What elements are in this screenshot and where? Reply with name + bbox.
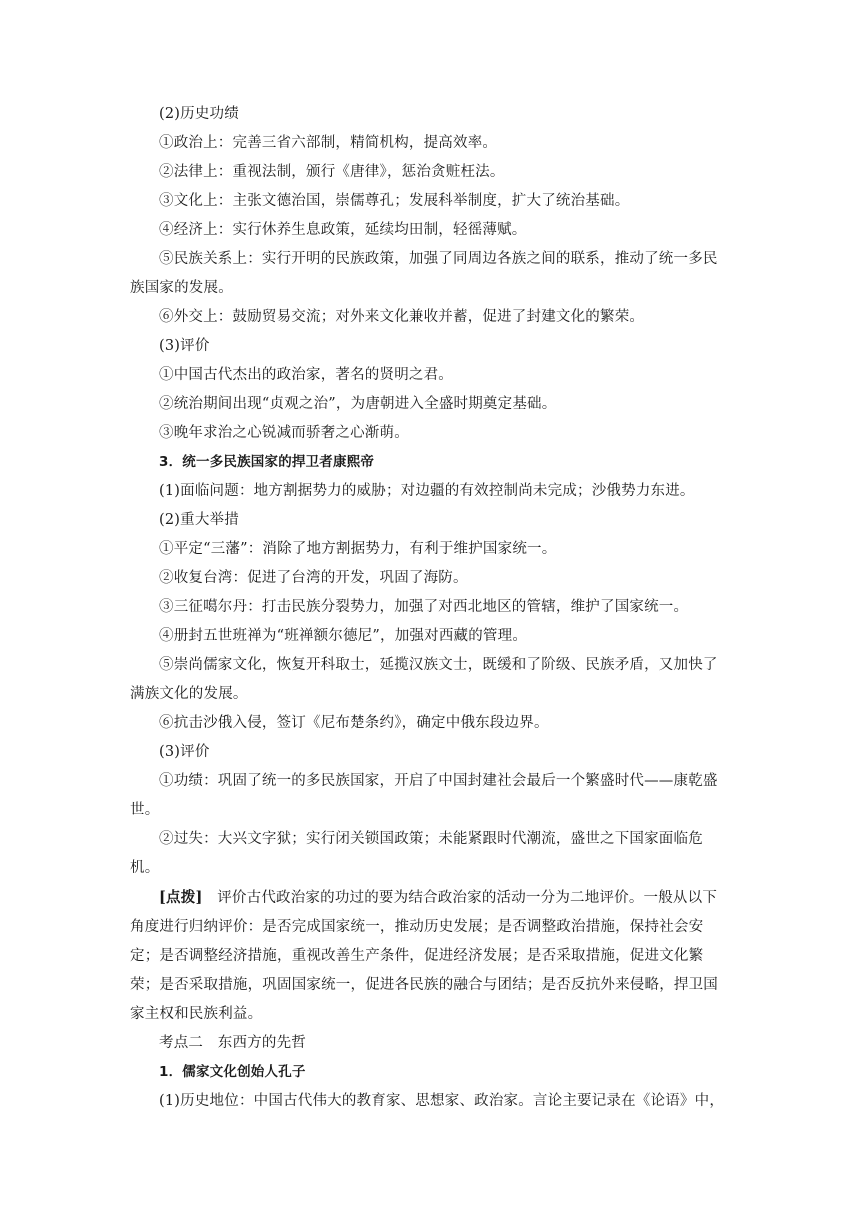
kangxi-problems: (1)面临问题：地方割据势力的威胁；对边疆的有效控制尚未完成；沙俄势力东进。 — [159, 483, 695, 499]
kangxi-measure-item: ①平定“三藩”：消除了地方割据势力，有利于维护国家统一。 — [159, 541, 557, 557]
kangxi-measure-item: ③三征噶尔丹：打击民族分裂势力，加强了对西北地区的管辖，维护了国家统一。 — [159, 599, 689, 615]
tip-text: 评价古代政治家的功过的要为结合政治家的活动一分为二地评价。一般从以下角度进行归纳评价：是否完成国家统一，推动历史发展；是否调整政治措施，保持社会安定；是否调整经济措施，重视改善生产条件，促进经济发展；是否采取措施，促进文化繁荣；是否采取措施，巩固国家统一，促进各民族的融合与团结；是否反抗外来侵略，捍卫国家主权和民族利益。 — [130, 890, 718, 1022]
evaluation-item: ②统治期间出现“贞观之治”，为唐朝进入全盛时期奠定基础。 — [159, 396, 557, 412]
kangxi-measure-item: ⑤崇尚儒家文化，恢复开科取士，延揽汉族文士，既缓和了阶级、民族矛盾，又加快了满族文化的发展。 — [130, 657, 718, 702]
evaluation-item: ③晚年求治之心锐减而骄奢之心渐萌。 — [159, 425, 409, 441]
kangxi-evaluation-item: ②过失：大兴文字狱；实行闭关锁国政策；未能紧跟时代潮流，盛世之下国家面临危机。 — [130, 831, 703, 876]
kangxi-title: 3．统一多民族国家的捍卫者康熙帝 — [159, 454, 375, 470]
kangxi-measures-heading: (2)重大举措 — [159, 512, 239, 528]
achievement-item: ⑥外交上：鼓励贸易交流；对外来文化兼收并蓄，促进了封建文化的繁荣。 — [159, 309, 645, 325]
point2-title: 考点二 东西方的先哲 — [159, 1035, 306, 1051]
achievement-item: ⑤民族关系上：实行开明的民族政策，加强了同周边各族之间的联系，推动了统一多民族国家的发展。 — [130, 251, 718, 296]
document-body — [130, 100, 730, 1116]
tip-paragraph — [130, 883, 730, 1029]
achievement-item: ③文化上：主张文德治国，崇儒尊孔；发展科举制度，扩大了统治基础。 — [159, 193, 630, 209]
kangxi-evaluation-heading: (3)评价 — [159, 744, 210, 760]
confucius-status: (1)历史地位：中国古代伟大的教育家、思想家、政治家。言论主要记录在《论语》中， — [159, 1093, 725, 1109]
achievement-item: ②法律上：重视法制，颁行《唐律》，惩治贪赃枉法。 — [159, 164, 505, 180]
kangxi-evaluation-item: ①功绩：巩固了统一的多民族国家，开启了中国封建社会最后一个繁盛时代——康乾盛世。 — [130, 773, 718, 818]
achievements-heading: (2)历史功绩 — [159, 106, 239, 122]
kangxi-measure-item: ②收复台湾：促进了台湾的开发，巩固了海防。 — [159, 570, 468, 586]
evaluation-heading: (3)评价 — [159, 338, 210, 354]
achievement-item: ①政治上：完善三省六部制，精简机构，提高效率。 — [159, 135, 498, 151]
kangxi-measure-item: ⑥抗击沙俄入侵，签订《尼布楚条约》，确定中俄东段边界。 — [159, 715, 549, 731]
kangxi-measure-item: ④册封五世班禅为“班禅额尔德尼”，加强对西藏的管理。 — [159, 628, 528, 644]
evaluation-item: ①中国古代杰出的政治家，著名的贤明之君。 — [159, 367, 453, 383]
achievement-item: ④经济上：实行休养生息政策，延续均田制，轻徭薄赋。 — [159, 222, 527, 238]
tip-label: [点拨] — [159, 889, 203, 906]
confucius-title: 1．儒家文化创始人孔子 — [159, 1064, 306, 1080]
